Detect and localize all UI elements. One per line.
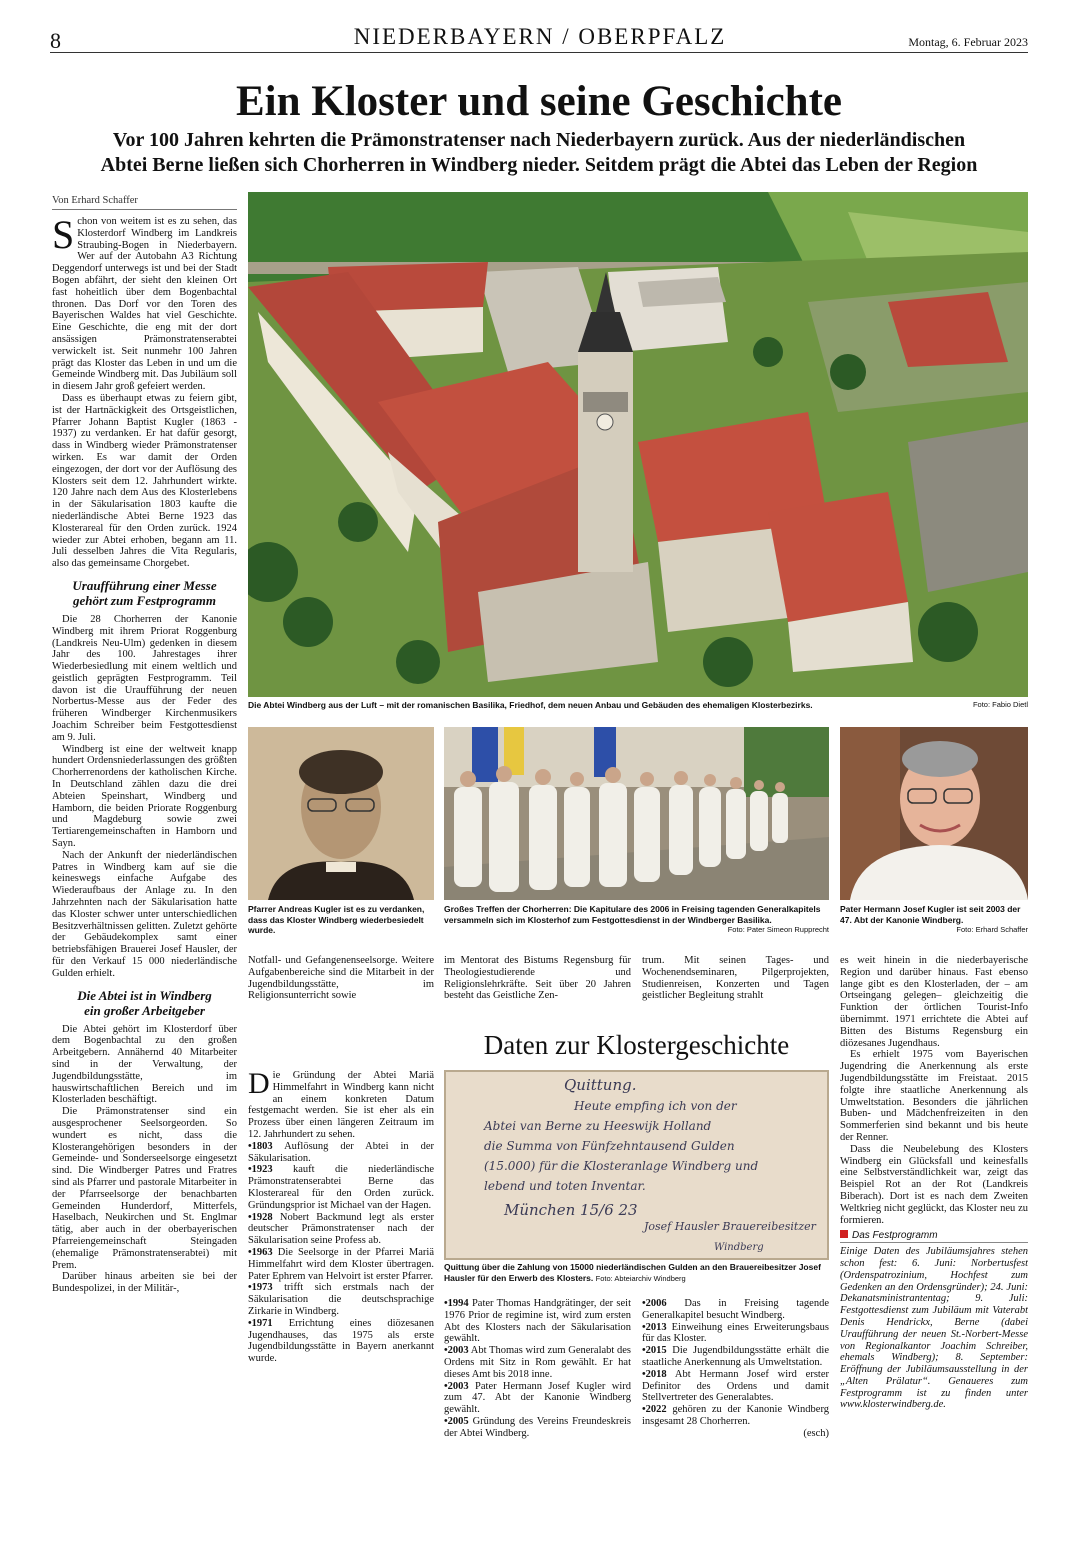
timeline-text: Pater Hermann Josef Kugler wird zum 47. Abt der Kanonie Windberg gewählt.: [444, 1380, 631, 1416]
timeline-list-mid: [444, 1298, 631, 1440]
aerial-photo: [248, 192, 1028, 697]
timeline-year: •2013: [642, 1321, 667, 1333]
timeline-column-mid: [444, 1298, 631, 1543]
timeline-entry: [248, 1247, 434, 1282]
timeline-column-right: [642, 1298, 829, 1543]
timeline-list-right: [642, 1298, 829, 1428]
receipt-line: (15.000) für die Klosteranlage Windberg und: [484, 1159, 759, 1173]
portrait-photo-illustration: [248, 727, 434, 900]
byline: Von Erhard Schaffer: [52, 195, 138, 206]
timeline-entry: [248, 1164, 434, 1211]
fest-program-text: Einige Daten des Jubiläumsjahres stehen schon fest: 6. Juni: Norbertusfest (Ordenspatrozinium, Hochfest zum Gedenken an den Ordensgründer); 24. Juni: Dekanatsministrantentag; 9. Juli: Festgottesdienst zum Jubiläum mit Vaterabt Denis Hendrickx, Berne (dabei Uraufführung der neuen St.-Norbert-Messe von Regionalkantor Joachim Schreiber, ehemals Windberg); 8. September: Eröffnung der Jubiläumsausstellung in der „Alten Prälatur“. Genaueres zum Festprogramm ist zu finden unter www.klosterwindberg.de.: [840, 1246, 1028, 1411]
paragraph: im Mentorat des Bistums Regensburg für Theologiestudierende und Religionslehrkräfte. Seit über 20 Jahren besteht das Geistliche Zen-: [444, 955, 631, 1002]
timeline-entry: [248, 1282, 434, 1317]
paragraph: Schon von weitem ist es zu sehen, das Klosterdorf Windberg im Landkreis Straubing-Bogen in Niederbayern. Wer auf der Autobahn A3 Richtung Deggendorf unterwegs ist und bei der Stadt Bogen abfährt, der sieht den kleinen Ort fast hoheitlich über dem Bogenbachtal thronen. Das Dorf vor den Toren des Bayerischen Waldes hat viel Geschichte. Eine Geschichte, die eng mit der dort ansässigen Prämonstratenserabtei verwickelt ist. Seit nunmehr 100 Jahren prägt das Kloster das Leben in und um die Gemeinde Windberg mit. Das Jubiläum soll in diesem Jahr groß gefeiert werden.: [52, 216, 237, 393]
portrait-andreas-kugler: [248, 727, 434, 900]
paragraph: Dass die Neubelebung des Klosters Windberg ein Glücksfall und keinesfalls eine Selbstverständlichkeit war, zeigt das Beispiel Rot an der Rot (Landkreis Biberach). Dort ist es nach dem Zweiten Weltkrieg nicht geglückt, das Kloster neu zu formieren.: [840, 1143, 1028, 1226]
article-column-2-top: [248, 955, 434, 1002]
timeline-entry: [444, 1416, 631, 1440]
paragraph: Nach der Ankunft der niederländischen Patres in Windberg kam auf sie die keineswegs einfache Aufgabe des Wiederaufbaus der Anlage zu. In den Jahrzehnten nach der Säkularisation hatte das Kloster schwer unter unterschiedlichen Besitzverhältnissen gelitten. Zuletzt gehörte der Gebäudekomplex samt einer betriebsfähigen Brauerei Josef Hausler, der für den Verkauf 15 000 niederländische Gulden erhielt.: [52, 849, 237, 979]
timeline-text: Errichtung eines diözesanen Jugendhauses, das 1975 als erste Jugendbildungsstätte in Bayern anerkannt wurde.: [248, 1317, 434, 1365]
article-column-5: [840, 955, 1028, 1545]
receipt-line: Josef Hausler Brauereibesitzer: [644, 1220, 816, 1233]
paragraph: Es erhielt 1975 vom Bayerischen Jugendring die Anerkennung als erste Jugendbildungsstätte im Freistaat. 2015 folgte ihre staatliche Anerkennung als Umweltstation. Besonders die jährlichen Buben- und Mädchenfreizeiten in den Sommerferien sind bekannt und bis heute der Renner.: [840, 1049, 1028, 1143]
photo-credit: Foto: Erhard Schaffer: [956, 925, 1028, 934]
timeline-year: •2006: [642, 1298, 667, 1309]
photo-credit: Foto: Pater Simeon Rupprecht: [727, 925, 829, 934]
timeline-text: Abt Hermann Josef wird erster Definitor des Ordens und damit Stellvertreter des Generalabtes.: [642, 1368, 829, 1404]
receipt-line: Quittung.: [564, 1076, 637, 1094]
timeline-text: Abt Thomas wird zum Generalabt des Ordens mit Sitz in Rom gewählt. Er hat dieses Amt bis 2018 inne.: [444, 1345, 631, 1380]
issue-date: Montag, 6. Februar 2023: [908, 35, 1028, 49]
paragraph: Die Prämonstratenser sind ein ausgesprochener Seelsorgeorden. So wundert es nicht, dass die Klosterangehörigen besonders in der Gemeinde- und Sonderseelsorge eingesetzt sind. Die Windberger Patres und Fratres sind als Pfarrer und pastorale Mitarbeiter in der Pfarrseelsorge der benachbarten Gemeinden Hunderdorf, Mitterfels, Haselbach, Neukirchen und St. Englmar tätig, aber auch in der oberbayerischen Pfarreiengemeinschaft Steingaden (ehemalige Prämonstratenserabtei) mit Prem.: [52, 1106, 237, 1271]
timeline-year: •1971: [248, 1317, 273, 1329]
paragraph: Windberg ist eine der weltweit knapp hundert Ordensniederlassungen des größten Chorherrenordens der katholischen Kirche. In Deutschland zählen dazu die drei Abteien Speinshart, Windberg und Hamborn, die beiden Priorate Roggenburg und Magdeburg sowie zwei Tertiarengemeinschaften in Hamborn und Sayn.: [52, 743, 237, 850]
timeline-text: Nobert Backmund legt als erster deutscher Prämonstratenser nach der Säkularisation seine Profess ab.: [248, 1211, 434, 1247]
timeline-year: •1928: [248, 1211, 273, 1223]
subheading-premiere: Uraufführung einer Messe gehört zum Festprogramm: [72, 577, 217, 608]
receipt-line: Heute empfing ich von der: [574, 1099, 737, 1113]
receipt-illustration: [444, 1070, 829, 1260]
timeline-year: •1994: [444, 1298, 469, 1309]
timeline-entry: [642, 1298, 829, 1322]
timeline-year: •1963: [248, 1246, 273, 1258]
timeline-text: Auflösung der Abtei in der Säkularisation.: [248, 1140, 434, 1164]
timeline-year: •2005: [444, 1415, 469, 1427]
headline: Ein Kloster und seine Geschichte: [235, 78, 842, 125]
paragraph: Darüber hinaus arbeiten sie bei der Bundespolizei, in der Militär-,: [52, 1271, 237, 1295]
timeline-entry: [444, 1381, 631, 1416]
portrait-1-caption: Pfarrer Andreas Kugler ist es zu verdanken, dass das Kloster Windberg wiederbesiedelt wurde.: [248, 904, 425, 935]
timeline-year: •2022: [642, 1404, 667, 1416]
department-title: NIEDERBAYERN / OBERPFALZ: [353, 24, 727, 49]
paragraph: Notfall- und Gefangenenseelsorge. Weitere Aufgabenbereiche sind die Mitarbeit in der Jugendbildungsstätte, im Religionsunterricht sowie: [248, 955, 434, 1002]
timeline-signoff: (esch): [803, 1427, 829, 1439]
paragraph: es weit hinein in die niederbayerische Region und darüber hinaus. Fast ebenso lange gibt es den Klosterladen, der – am Ortseingang gelegen– gleichzeitig die Funktion der örtlichen Tourist-Info übernimmt. 1971 errichtete die Abtei auf Bitten des Bistums Regensburg ein diözesanes Jugendhaus.: [840, 955, 1028, 1049]
photo-credit: Foto: Fabio Dietl: [972, 700, 1028, 709]
group-photo-canons: [444, 727, 829, 900]
subheadline-line-1: Vor 100 Jahren kehrten die Prämonstratenser nach Niederbayern zurück. Aus der niederländischen: [112, 129, 966, 151]
subheadline: [50, 128, 1028, 178]
page-number: 8: [50, 28, 61, 53]
timeline-year: •1973: [248, 1282, 273, 1294]
timeline-entry: [444, 1298, 631, 1345]
timeline-list-left: [248, 1141, 434, 1365]
timeline-entry: [642, 1345, 829, 1369]
paragraph: Die 28 Chorherren der Kanonie Windberg mit ihrem Priorat Roggenburg (Landkreis Neu-Ulm) gedenken in diesem Jahr des 100. Jahrestages ihrer Wiederbesiedlung mit einem weltlich und geistlich geprägten Festprogramm. Teil davon ist die Uraufführung der neuen Norbertus-Messe aus der Feder des früheren Windberger Kirchenmusikers Joachim Schreiber beim Festgottesdienst am 9. Juli.: [52, 613, 237, 743]
timeline-text: gehören zu der Kanonie Windberg insgesamt 28 Chorherren.: [642, 1404, 829, 1427]
timeline-year: •2003: [444, 1380, 469, 1392]
portrait-abbot-illustration: [840, 727, 1028, 900]
photo-credit: Foto: Abteiarchiv Windberg: [595, 1273, 686, 1283]
timeline-year: •1923: [248, 1164, 273, 1176]
paragraph: Die Abtei gehört im Klosterdorf über dem Bogenbachtal zu den großen Arbeitgebern. Annähernd 40 Mitarbeiter sind in der Verwaltung, der Jugendbildungsstätte, im hauswirtschaftlichen Bereich und im Klosterladen beschäftigt.: [52, 1023, 237, 1106]
red-square-icon: [840, 1230, 848, 1238]
timeline-entry: [248, 1212, 434, 1247]
portrait-hermann-josef-kugler: [840, 727, 1028, 900]
timeline-text: Das in Freising tagende Generalkapitel besucht Windberg.: [642, 1298, 829, 1321]
receipt-caption: Quittung über die Zahlung von 15000 niederländischen Gulden an den Brauereibesitzer Josef Hausler für den Erwerb des Klosters. Foto: Abteiarchiv Windberg: [444, 1262, 821, 1283]
receipt-line: Abtei van Berne zu Heeswijk Holland: [484, 1119, 712, 1133]
paragraph: Dass es überhaupt etwas zu feiern gibt, ist der Hartnäckigkeit des Ortsgeistlichen, Pfarrer Johann Baptist Kugler (1863 - 1937) zu verdanken. Er hat dafür gesorgt, dass in Windberg wieder Prämonstratenser wirken. Es war damit der Orden eingezogen, der dort vor der Auflösung des Klosters seit dem 12. Jahrhundert wirkte. 120 Jahre nach dem Aus des Klosterlebens in der Säkularisation 1803 kaufte die niederländische Abtei Berne 1923 das Klosterareal für den Orden zurück. 1924 wieder zur Abtei erhoben, begann am 11. Juli desselben Jahres die Vita Regularis, also das gemeinsame Chorgebet.: [52, 392, 237, 570]
timeline-text: Einweihung eines Erweiterungsbaus für das Kloster.: [642, 1321, 829, 1345]
fest-program-box-header: Das Festprogramm: [840, 1230, 1028, 1243]
group-photo-caption: Großes Treffen der Chorherren: Die Kapitulare des 2006 in Freising tagenden Generalkapitels versammeln sich im Klosterhof zum Festgottesdienst in der Windberger Basilika. Foto: Pater Simeon Rupprecht: [444, 904, 829, 934]
timeline-year: •2018: [642, 1368, 667, 1380]
timeline-entry: [248, 1318, 434, 1365]
timeline-text: kauft die niederländische Prämonstratenserabtei Berne das Klosterareal für den Orden zurück. Gründungsprior ist Michael van der Hagen.: [248, 1164, 434, 1211]
timeline-entry: [642, 1369, 829, 1404]
timeline-entry: [642, 1322, 829, 1346]
paragraph: trum. Mit seinen Tages- und Wochenendseminaren, Pilgerprojekten, Studienreisen, Konzerten und Tagen geistlicher Begleitung strahlt: [642, 955, 829, 1002]
subheadline-line-2: Abtei Berne ließen sich Chorherren in Windberg nieder. Seitdem prägt die Abtei das Leben der Region: [100, 154, 978, 176]
timeline-title: Daten zur Klostergeschichte: [483, 1030, 790, 1060]
receipt-line: lebend und toten Inventar.: [484, 1179, 646, 1193]
header-rule: [50, 52, 1028, 53]
timeline-year: •2003: [444, 1345, 469, 1357]
timeline-entry: [248, 1141, 434, 1165]
article-column-4-top: [642, 955, 829, 1002]
timeline-year: •2015: [642, 1345, 667, 1357]
drop-cap: S: [52, 216, 75, 257]
group-photo-illustration: [444, 727, 829, 900]
timeline-text: Gründung des Vereins Freundeskreis der Abtei Windberg.: [444, 1415, 631, 1439]
aerial-photo-caption: Die Abtei Windberg aus der Luft – mit der romanischen Basilika, Friedhof, dem neuen Anbau und Gebäuden des ehemaligen Klosterbezirks. Foto: Fabio Dietl: [248, 700, 1028, 710]
timeline-entry: [642, 1404, 829, 1428]
receipt-line: Windberg: [714, 1242, 764, 1253]
timeline-year: •1803: [248, 1140, 273, 1152]
timeline-text: Die Jugendbildungsstätte erhält die staatliche Anerkennung als Umweltstation.: [642, 1345, 829, 1368]
portrait-3-caption: Pater Hermann Josef Kugler ist seit 2003 der 47. Abt der Kanonie Windberg. Foto: Erhard Schaffer: [840, 904, 1028, 934]
receipt-line: München 15/6 23: [504, 1201, 638, 1219]
timeline-entry: [444, 1345, 631, 1380]
drop-cap: D: [248, 1070, 270, 1100]
receipt-line: die Summa von Fünfzehntausend Gulden: [484, 1139, 735, 1153]
aerial-photo-illustration: [248, 192, 1028, 697]
timeline-column-left: [248, 1070, 434, 1545]
article-column-1: [52, 216, 237, 1546]
subheading-employer: Die Abtei ist in Windberg ein großer Arbeitgeber: [77, 987, 212, 1018]
timeline-text: Pater Thomas Handgrätinger, der seit 1976 Prior de regimine ist, wird zum ersten Abt des Klosters nach der Säkularisation gewählt.: [444, 1298, 631, 1345]
byline-rule: [52, 209, 237, 210]
timeline-text: trifft sich erstmals nach der Säkularisation die deutschsprachige Zirkarie in Windberg.: [248, 1282, 434, 1317]
timeline-text: Die Seelsorge in der Pfarrei Mariä Himmelfahrt wird dem Kloster übertragen. Pater Ephrem van Helvoirt ist erster Pfarrer.: [248, 1246, 434, 1282]
receipt-photo: [444, 1070, 829, 1260]
timeline-intro: Die Gründung der Abtei Mariä Himmelfahrt in Windberg kann nicht an einem konkreten Datum festgemacht werden. Sie ist eher als ein Prozess über einen längeren Zeitraum im 12. Jahrhundert zu sehen.: [248, 1070, 434, 1140]
article-column-3-top: [444, 955, 631, 1002]
